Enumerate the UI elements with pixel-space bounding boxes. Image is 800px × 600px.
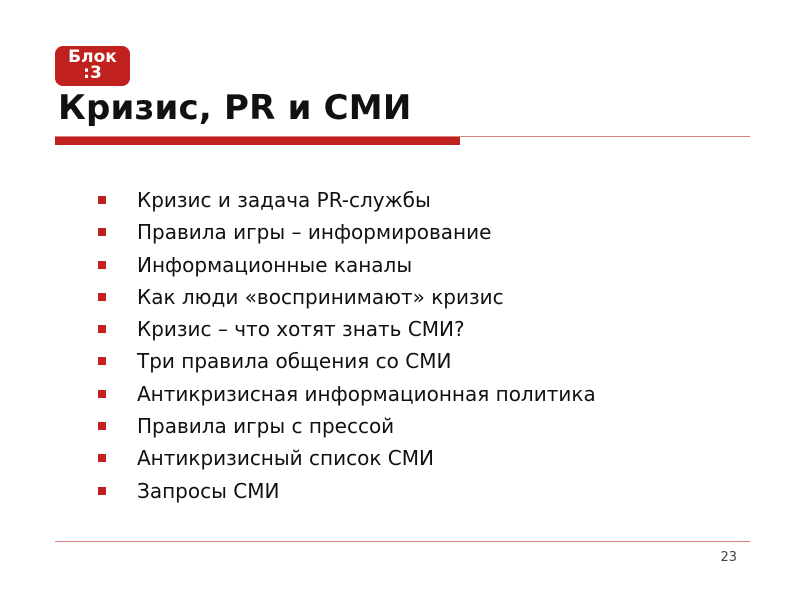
list-item-text: Антикризисная информационная политика <box>137 381 596 406</box>
list-item-text: Кризис – что хотят знать СМИ? <box>137 317 465 342</box>
square-bullet-icon <box>98 487 106 495</box>
list-item-text: Кризис и задача PR-службы <box>137 188 431 212</box>
square-bullet-icon <box>98 228 106 236</box>
square-bullet-icon <box>98 196 106 204</box>
list-item-text: Правила игры с прессой <box>137 414 395 439</box>
slide-title: Кризис, PR и СМИ <box>58 88 412 128</box>
square-bullet-icon <box>98 454 106 462</box>
block-badge-label: Блок :3 <box>68 47 117 83</box>
list-item-text: Запросы СМИ <box>137 478 280 503</box>
page-number: 23 <box>720 550 737 565</box>
square-bullet-icon <box>98 325 106 333</box>
square-bullet-icon <box>98 357 106 365</box>
list-item-text: Три правила общения со СМИ <box>137 349 452 374</box>
list-item-text: Как люди «воспринимают» кризис <box>137 284 504 309</box>
square-bullet-icon <box>98 390 106 398</box>
square-bullet-icon <box>98 261 106 269</box>
list-item-text: Информационные каналы <box>137 252 413 277</box>
square-bullet-icon <box>98 293 106 301</box>
block-badge <box>55 46 130 86</box>
footer-divider <box>55 541 750 542</box>
list-item-text: Антикризисный список СМИ <box>137 446 434 471</box>
title-divider-thick <box>55 137 460 145</box>
square-bullet-icon <box>98 422 106 430</box>
list-item-text: Правила игры – информирование <box>137 220 492 245</box>
